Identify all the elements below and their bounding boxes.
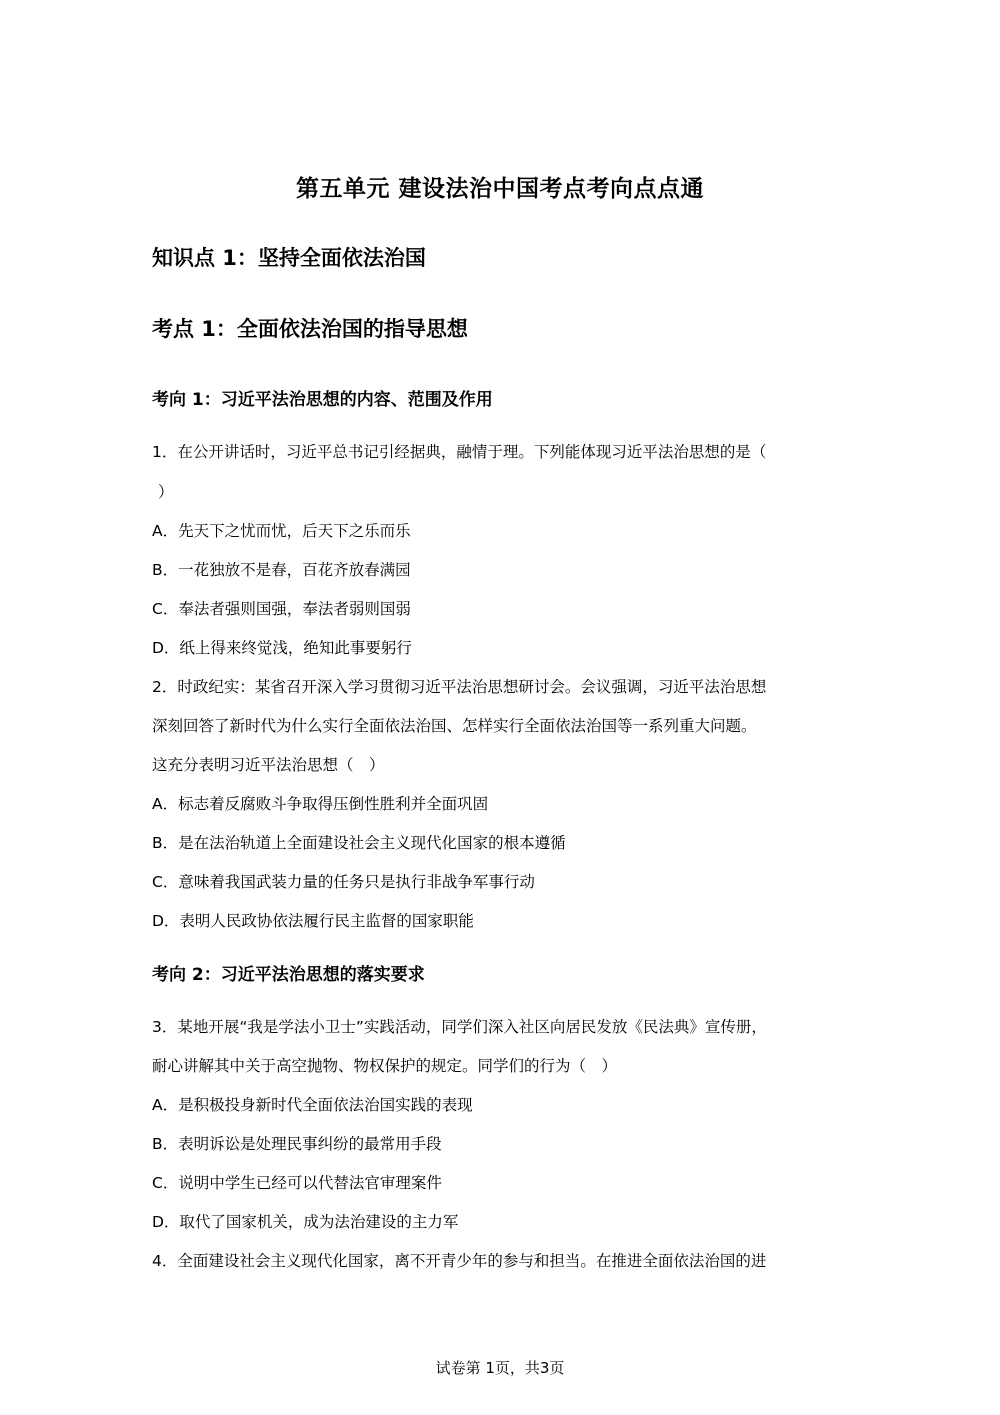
question-3-option-a: A．是积极投身新时代全面依法治国实践的表现 (152, 1096, 473, 1114)
question-2-option-a: A．标志着反腐败斗争取得压倒性胜利并全面巩固 (152, 795, 489, 813)
question-2-stem-end: 这充分表明习近平法治思想（ ） (152, 756, 385, 774)
question-1-stem: 1．在公开讲话时，习近平总书记引经据典，融情于理。下列能体现习近平法治思想的是（ (152, 443, 767, 461)
question-3-option-d: D．取代了国家机关，成为法治建设的主力军 (152, 1213, 459, 1231)
question-1-stem-cont: ） (158, 483, 174, 501)
question-3-stem: 3．某地开展“我是学法小卫士”实践活动，同学们深入社区向居民发放《民法典》宣传册， (152, 1018, 767, 1036)
question-3-option-b: B．表明诉讼是处理民事纠纷的最常用手段 (152, 1135, 442, 1153)
question-2-option-c: C．意味着我国武装力量的任务只是执行非战争军事行动 (152, 873, 535, 891)
question-2-option-d: D．表明人民政协依法履行民主监督的国家职能 (152, 912, 474, 930)
question-1-option-b: B．一花独放不是春，百花齐放春满园 (152, 561, 411, 579)
question-3-stem-cont: 耐心讲解其中关于高空抛物、物权保护的规定。同学们的行为（ ） (152, 1057, 618, 1075)
question-4-stem: 4．全面建设社会主义现代化国家，离不开青少年的参与和担当。在推进全面依法治国的进 (152, 1252, 767, 1270)
direction-heading-2: 考向 2：习近平法治思想的落实要求 (152, 965, 425, 985)
question-2-option-b: B．是在法治轨道上全面建设社会主义现代化国家的根本遵循 (152, 834, 566, 852)
question-1-option-c: C．奉法者强则国强，奉法者弱则国弱 (152, 600, 411, 618)
exam-point-heading: 考点 1：全面依法治国的指导思想 (152, 317, 468, 341)
page-title: 第五单元 建设法治中国考点考向点点通 (295, 176, 704, 202)
question-1-option-a: A．先天下之忧而忧，后天下之乐而乐 (152, 522, 411, 540)
knowledge-point-heading: 知识点 1：坚持全面依法治国 (152, 246, 426, 270)
question-1-option-d: D．纸上得来终觉浅，绝知此事要躬行 (152, 639, 412, 657)
question-2-stem-cont: 深刻回答了新时代为什么实行全面依法治国、怎样实行全面依法治国等一系列重大问题。 (152, 717, 757, 735)
question-2-stem: 2．时政纪实：某省召开深入学习贯彻习近平法治思想研讨会。会议强调，习近平法治思想 (152, 678, 767, 696)
page-footer: 试卷第 1页，共3页 (435, 1359, 565, 1377)
question-3-option-c: C．说明中学生已经可以代替法官审理案件 (152, 1174, 442, 1192)
direction-heading-1: 考向 1：习近平法治思想的内容、范围及作用 (152, 390, 493, 410)
